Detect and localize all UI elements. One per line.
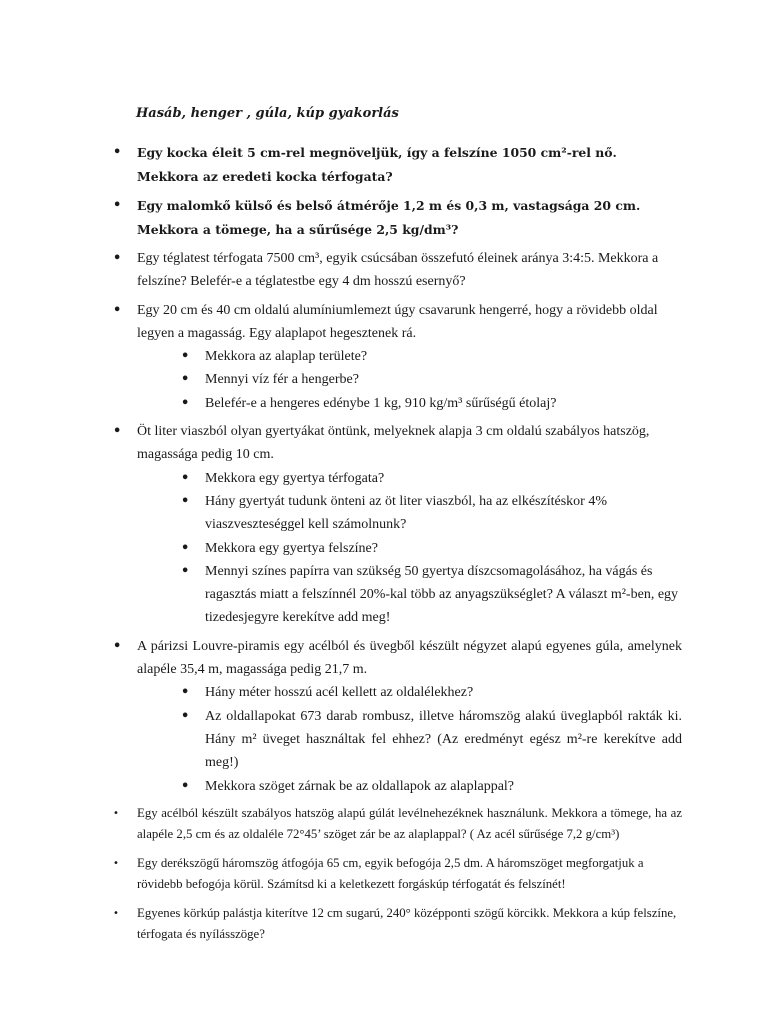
exercise-6-sub-1: • Hány méter hosszú acél kellett az oldalélekhez? xyxy=(181,681,682,704)
exercise-6-subquestions xyxy=(137,681,682,797)
exercise-6-text: A párizsi Louvre-piramis egy acélból és üvegből készült négyzet alapú egyenes gúla, amelynek alapéle 35,4 m, magassága pedig 21,7 m. xyxy=(137,638,682,678)
exercise-7 xyxy=(112,803,682,846)
exercise-6-sub-2: • Az oldallapokat 673 darab rombusz, illetve háromszög alakú üveglapból rakták ki. Hány m² üveget használtak fel ehhez? (Az eredményt egész m²-re kerekítve add meg!) xyxy=(181,705,682,775)
exercise-5 xyxy=(112,420,682,630)
exercise-5-sub-3: • Mekkora egy gyertya felszíne? xyxy=(181,537,682,560)
exercise-list xyxy=(112,141,682,953)
exercise-4-sub-2: • Mennyi víz fér a hengerbe? xyxy=(181,368,682,391)
exercise-9 xyxy=(112,903,682,946)
exercise-3-text: Egy téglatest térfogata 7500 cm³, egyik csúcsában összefutó éleinek aránya 3:4:5. Mekkora a felszíne? Belefér-e a téglatestbe egy 4 dm hosszú esernyő? xyxy=(137,251,659,290)
exercise-5-sub-1: • Mekkora egy gyertya térfogata? xyxy=(181,467,682,490)
exercise-6 xyxy=(112,635,682,798)
exercise-2-text: Egy malomkő külső és belső átmérője 1,2 m és 0,3 m, vastagsága 20 cm. Mekkora a tömege, ha a sűrűsége 2,5 kg/dm³? xyxy=(137,198,641,237)
exercise-8 xyxy=(112,853,682,896)
exercise-9-text: Egyenes körkúp palástja kiterítve 12 cm sugarú, 240° középponti szögű körcikk. Mekkora a kúp felszíne, térfogata és nyílásszöge? xyxy=(137,905,677,942)
exercise-4 xyxy=(112,299,682,415)
exercise-5-subquestions xyxy=(137,467,682,630)
exercise-7-text: Egy acélból készült szabályos hatszög alapú gúlát levélnehezéknek használunk. Mekkora a tömege, ha az alapéle 2,5 cm és az oldaléle 72°45’ szöget zár be az alaplappal? ( Az acél sűrűsége 7,2 g/cm³) xyxy=(137,805,682,842)
exercise-4-subquestions xyxy=(137,345,682,415)
exercise-4-sub-3: • Belefér-e a hengeres edénybe 1 kg, 910 kg/m³ sűrűségű étolaj? xyxy=(181,392,682,415)
exercise-5-sub-4: • Mennyi színes papírra van szükség 50 gyertya díszcsomagolásához, ha vágás és ragasztás miatt a felszínnél 20%-kal több az anyagszükséglet? A választ m²-ben, egy tizedesjegyre kerekítve add meg! xyxy=(181,560,682,630)
exercise-1-text: Egy kocka éleit 5 cm-rel megnöveljük, így a felszíne 1050 cm²-rel nő. Mekkora az eredeti kocka térfogata? xyxy=(137,145,617,184)
exercise-5-text: Öt liter viaszból olyan gyertyákat öntünk, melyeknek alapja 3 cm oldalú szabályos hatszög, magassága pedig 10 cm. xyxy=(137,424,650,463)
exercise-2 xyxy=(112,194,682,242)
exercise-4-sub-1: • Mekkora az alaplap területe? xyxy=(181,345,682,368)
page-title: Hasáb, henger , gúla, kúp gyakorlás xyxy=(136,106,399,121)
exercise-8-text: Egy derékszögű háromszög átfogója 65 cm, egyik befogója 2,5 dm. A háromszöget megforgatjuk a rövidebb befogója körül. Számítsd ki a keletkezett forgáskúp térfogatát és felszínét! xyxy=(137,855,644,892)
exercise-6-sub-3: • Mekkora szöget zárnak be az oldallapok az alaplappal? xyxy=(181,775,682,798)
exercise-5-sub-2: • Hány gyertyát tudunk önteni az öt liter viaszból, ha az elkészítéskor 4% viaszveszteséggel kell számolnunk? xyxy=(181,490,682,537)
exercise-1 xyxy=(112,141,682,189)
exercise-4-text: Egy 20 cm és 40 cm oldalú alumíniumlemezt úgy csavarunk hengerré, hogy a rövidebb oldal legyen a magasság. Egy alaplapot hegesztenek rá. xyxy=(137,302,658,341)
exercise-3 xyxy=(112,247,682,294)
